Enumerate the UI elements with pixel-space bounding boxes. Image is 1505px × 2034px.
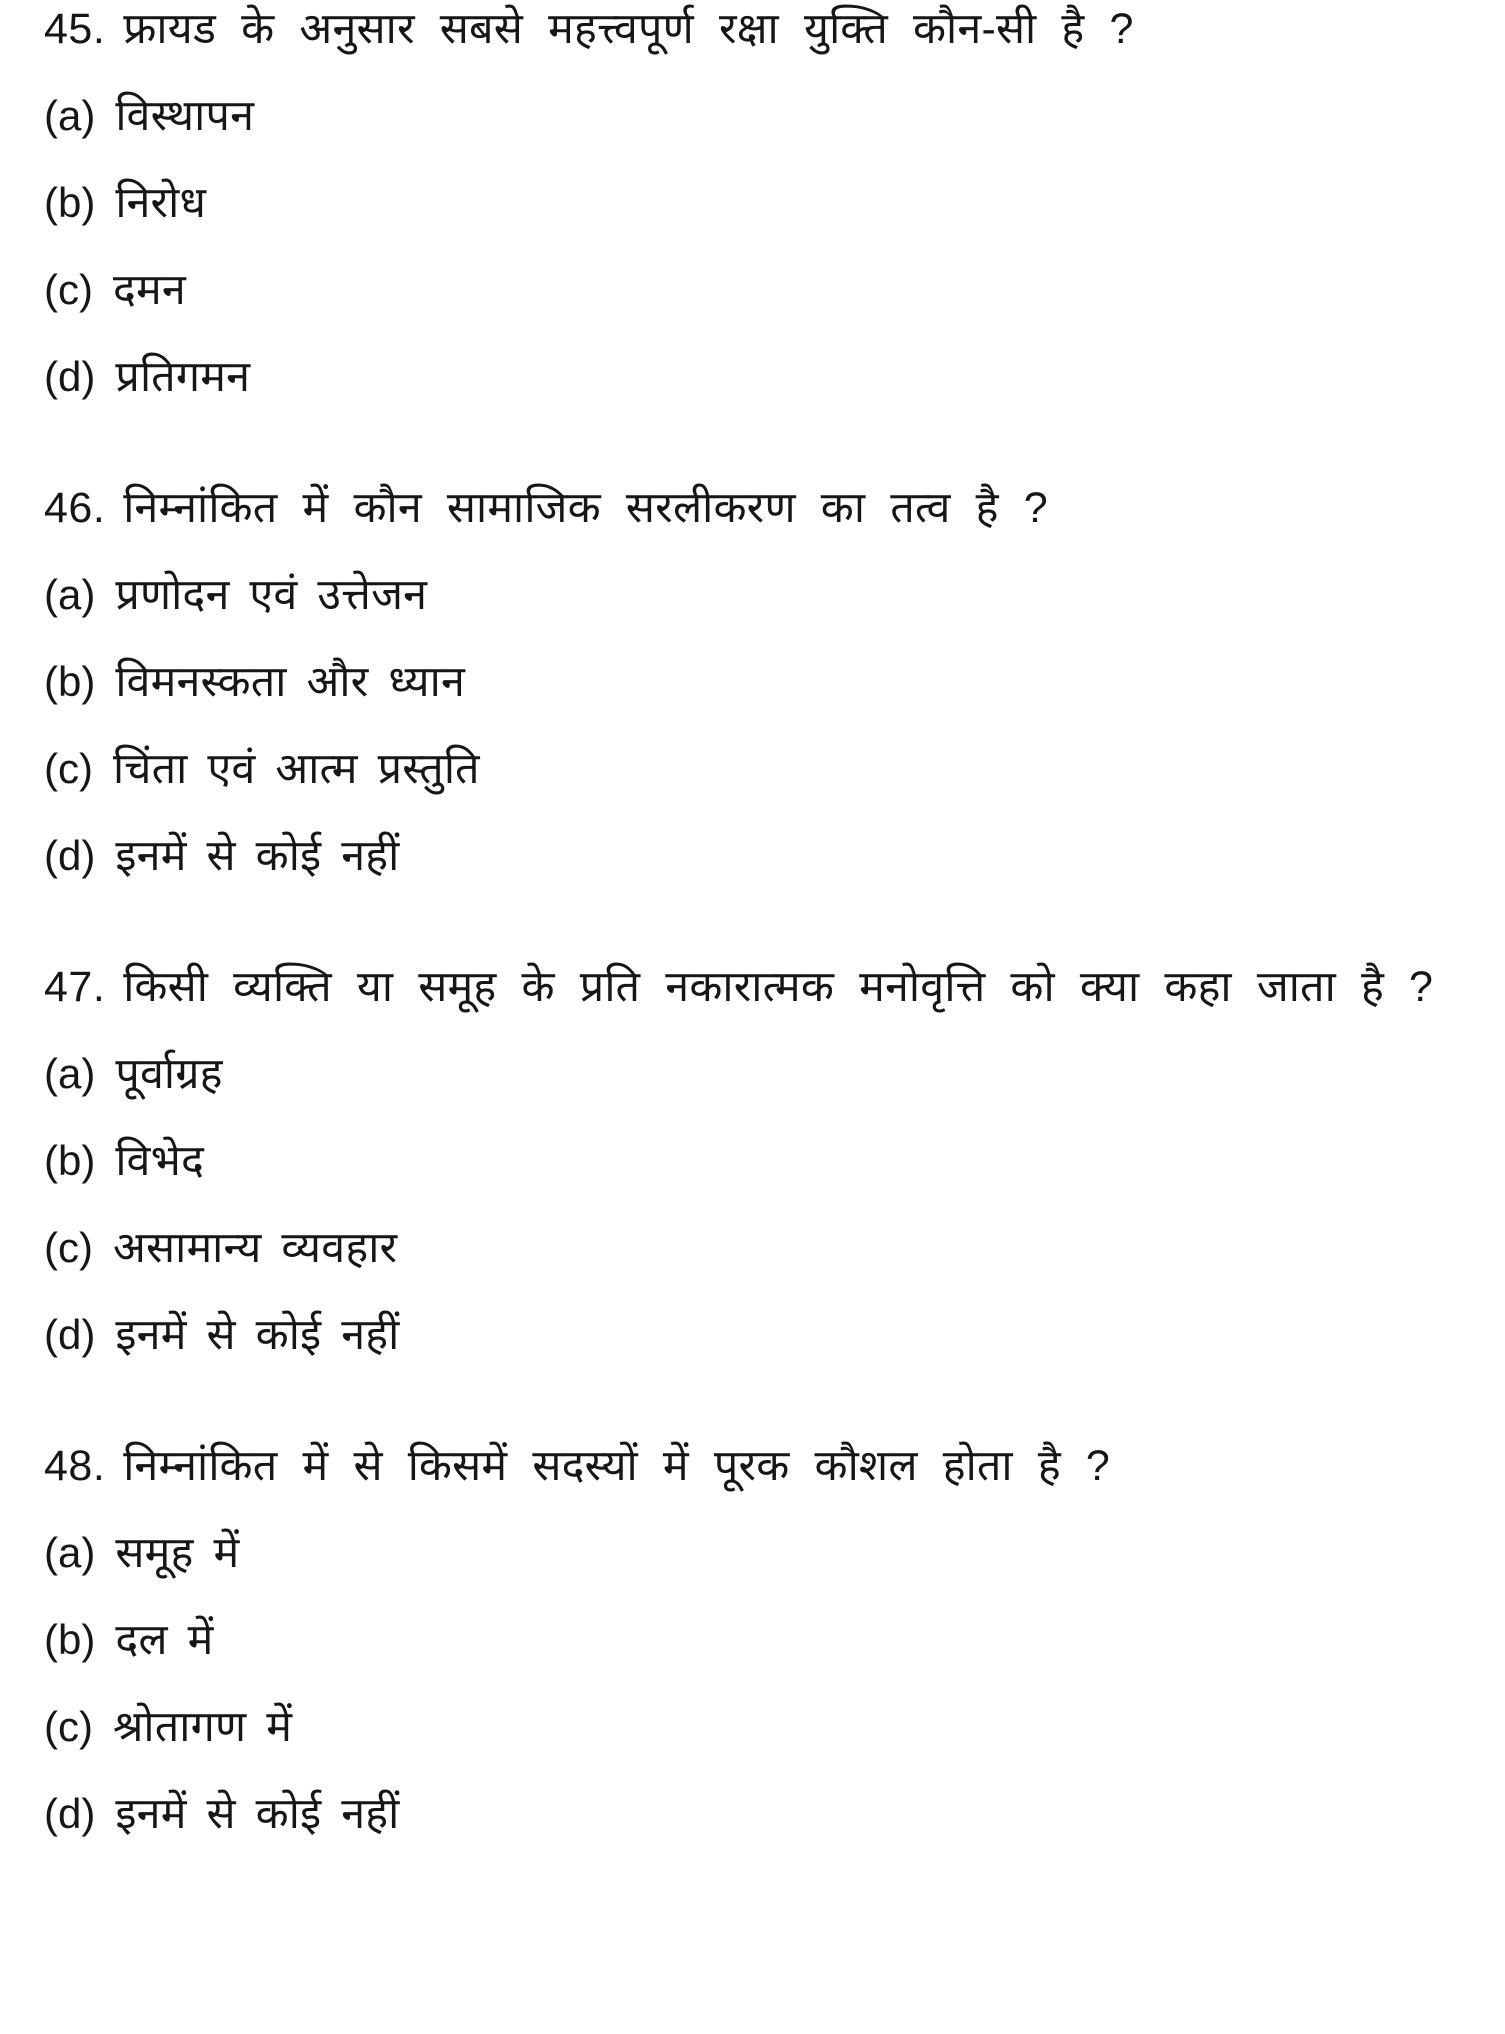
question-number: 48. (44, 1442, 106, 1490)
question-text: फ्रायड के अनुसार सबसे महत्त्वपूर्ण रक्षा युक्ति कौन-सी है ? (123, 5, 1134, 53)
option-a (44, 1051, 1485, 1097)
option-b (44, 659, 1485, 705)
option-label: (d) (44, 1790, 96, 1837)
option-label: (c) (44, 745, 93, 792)
option-label: (a) (44, 1529, 96, 1576)
option-label: (b) (44, 1616, 96, 1663)
option-text: इनमें से कोई नहीं (115, 1311, 400, 1359)
question-number: 45. (44, 5, 106, 53)
question-number: 47. (44, 963, 106, 1011)
question-line (44, 6, 1485, 52)
option-label: (d) (44, 353, 96, 400)
option-label: (b) (44, 179, 96, 226)
option-label: (c) (44, 1224, 93, 1271)
option-text: प्रतिगमन (115, 353, 251, 401)
option-text: इनमें से कोई नहीं (115, 832, 400, 880)
option-c (44, 1704, 1485, 1750)
question-text: निम्नांकित में से किसमें सदस्यों में पूरक कौशल होता है ? (123, 1442, 1111, 1490)
question-line (44, 1443, 1485, 1489)
option-text: विभेद (115, 1137, 205, 1185)
option-text: विमनस्कता और ध्यान (115, 658, 466, 706)
question-block-45 (44, 6, 1485, 400)
option-d (44, 1791, 1485, 1837)
option-c (44, 267, 1485, 313)
option-text: दल में (115, 1616, 214, 1664)
question-block-47 (44, 964, 1485, 1358)
option-a (44, 1530, 1485, 1576)
option-text: निरोध (115, 179, 207, 227)
option-d (44, 354, 1485, 400)
option-label: (a) (44, 1050, 96, 1097)
option-label: (c) (44, 266, 93, 313)
option-label: (d) (44, 832, 96, 879)
option-text: विस्थापन (115, 92, 255, 140)
option-c (44, 746, 1485, 792)
option-text: असामान्य व्यवहार (112, 1224, 398, 1272)
option-text: इनमें से कोई नहीं (115, 1790, 400, 1838)
option-text: प्रणोदन एवं उत्तेजन (115, 571, 428, 619)
option-label: (d) (44, 1311, 96, 1358)
option-text: पूर्वाग्रह (115, 1050, 223, 1098)
option-text: दमन (112, 266, 186, 314)
question-text: किसी व्यक्ति या समूह के प्रति नकारात्मक मनोवृत्ति को क्या कहा जाता है ? (123, 963, 1434, 1011)
option-b (44, 180, 1485, 226)
option-b (44, 1138, 1485, 1184)
option-c (44, 1225, 1485, 1271)
option-text: समूह में (115, 1529, 240, 1577)
question-line (44, 485, 1485, 531)
option-label: (a) (44, 92, 96, 139)
option-a (44, 93, 1485, 139)
question-text: निम्नांकित में कौन सामाजिक सरलीकरण का तत्व है ? (123, 484, 1048, 532)
option-label: (b) (44, 1137, 96, 1184)
option-b (44, 1617, 1485, 1663)
option-label: (a) (44, 571, 96, 618)
question-line (44, 964, 1485, 1010)
option-d (44, 1312, 1485, 1358)
option-d (44, 833, 1485, 879)
question-block-48 (44, 1443, 1485, 1837)
question-block-46 (44, 485, 1485, 879)
option-label: (c) (44, 1703, 93, 1750)
option-text: श्रोतागण में (112, 1703, 293, 1751)
option-text: चिंता एवं आत्म प्रस्तुति (112, 745, 480, 793)
question-number: 46. (44, 484, 106, 532)
option-label: (b) (44, 658, 96, 705)
option-a (44, 572, 1485, 618)
